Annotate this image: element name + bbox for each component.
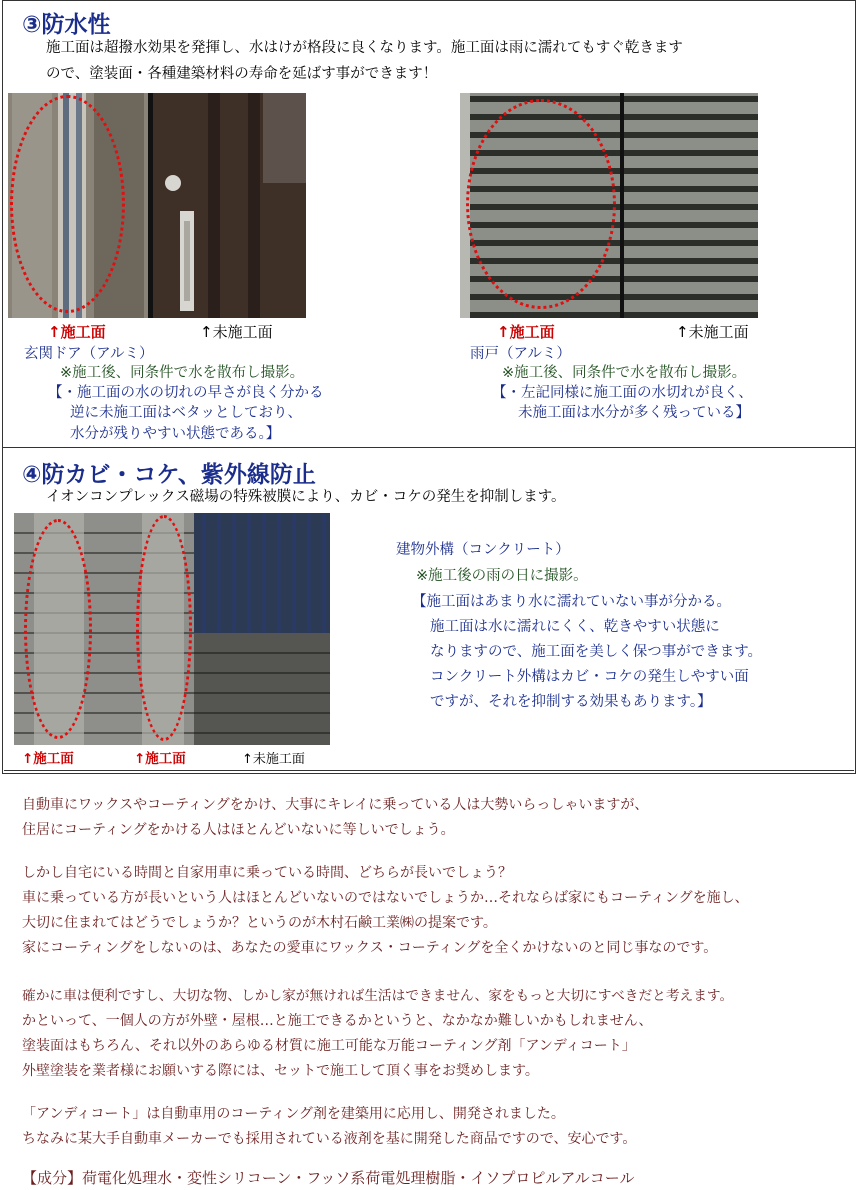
- door-untreated-label: ↑未施工面: [200, 323, 273, 341]
- shutter-treated-oval: [466, 99, 616, 309]
- shutter-treated-label: ↑施工面: [497, 323, 555, 341]
- door-note: ※施工後、同条件で水を散布し撮影。: [60, 365, 305, 381]
- shutter-note: ※施工後、同条件で水を散布し撮影。: [502, 365, 747, 381]
- concrete-comment-line3: なりますので、施工面を美しく保つ事ができます。: [430, 644, 763, 660]
- body-p3-line3: 塗装面はもちろん、それ以外のあらゆる材質に施工可能な万能コーティング剤「アンディコート」: [22, 1038, 636, 1054]
- concrete-comment-line1: 【施工面はあまり水に濡れていない事が分かる。: [412, 594, 731, 610]
- concrete-treated-label-2: ↑施工面: [134, 751, 186, 767]
- body-p3-line1: 確かに車は便利ですし、大切な物、しかし家が無ければ生活はできません、家をもっと大切にすべきだと考えます。: [22, 988, 734, 1004]
- ingredients-line: 【成分】荷電化処理水・変性シリコーン・フッソ系荷電処理樹脂・イソプロピルアルコール: [22, 1169, 635, 1187]
- concrete-comment-line5: ですが、それを抑制する効果もあります。】: [430, 694, 712, 710]
- body-p3-line4: 外壁塗装を業者様にお願いする際には、セットで施工して頂く事をお奨めします。: [22, 1063, 539, 1079]
- section3-intro-line1: 施工面は超撥水効果を発揮し、水はけが格段に良くなります。施工面は雨に濡れてもすぐ乾きます: [46, 40, 683, 56]
- body-p1-line1: 自動車にワックスやコーティングをかけ、大事にキレイに乗っている人は大勢いらっしゃいますが、: [22, 797, 649, 813]
- body-p2-line4: 家にコーティングをしないのは、あなたの愛車にワックス・コーティングを全くかけないのと同じ事なのです。: [22, 940, 718, 956]
- section4-intro: イオンコンプレックス磁場の特殊被膜により、カビ・コケの発生を抑制します。: [46, 489, 566, 505]
- concrete-treated-oval-2: [136, 515, 192, 741]
- concrete-treated-oval-1: [24, 519, 92, 739]
- shutter-untreated-label: ↑未施工面: [676, 323, 749, 341]
- door-subject: 玄関ドア（アルミ）: [24, 346, 154, 362]
- section3-title: ③防水性: [22, 12, 111, 38]
- body-p2-line2: 車に乗っている方が長いという人はほとんどいないのではないでしょうか…それならば家にもコーティングを施し、: [22, 890, 749, 906]
- concrete-photo: [14, 513, 330, 745]
- body-p2-line3: 大切に住まれてはどうでしょうか？というのが木村石鹸工業㈱の提案です。: [22, 915, 497, 931]
- body-p2-line1: しかし自宅にいる時間と自家用車に乗っている時間、どちらが長いでしょう？: [22, 865, 512, 881]
- concrete-untreated-label: ↑未施工面: [242, 752, 305, 767]
- concrete-subject: 建物外構（コンクリート）: [396, 542, 570, 558]
- concrete-comment-line2: 施工面は水に濡れにくく、乾きやすい状態に: [430, 619, 720, 635]
- shutter-photo: [460, 93, 758, 318]
- door-comment-line2: 逆に未施工面はベタッとしており、: [70, 405, 302, 421]
- door-treated-label: ↑施工面: [48, 323, 106, 341]
- shutter-subject: 雨戸（アルミ）: [470, 346, 571, 362]
- door-comment-line1: 【・施工面の水の切れの早さが良く分かる: [48, 385, 324, 401]
- section4-title: ④防カビ・コケ、紫外線防止: [22, 462, 316, 488]
- door-comment-line3: 水分が残りやすい状態である。】: [70, 426, 281, 442]
- shutter-comment-line1: 【・左記同様に施工面の水切れが良く、: [492, 385, 753, 401]
- concrete-note: ※施工後の雨の日に撮影。: [416, 568, 588, 584]
- door-treated-oval: [10, 95, 125, 313]
- body-p3-line2: かといって、一個人の方が外壁・屋根…と施工できるかというと、なかなか難しいかもしれません、: [22, 1013, 653, 1029]
- concrete-treated-label-1: ↑施工面: [22, 751, 74, 767]
- body-p1-line2: 住居にコーティングをかける人はほとんどいないに等しいでしょう。: [22, 822, 455, 838]
- shutter-comment-line2: 未施工面は水分が多く残っている】: [518, 405, 750, 421]
- door-photo: [8, 93, 306, 318]
- body-p4-line2: ちなみに某大手自動車メーカーでも採用されている液剤を基に開発した商品ですので、安心です。: [22, 1131, 637, 1147]
- body-p4-line1: 「アンディコート」は自動車用のコーティング剤を建築用に応用し、開発されました。: [22, 1106, 565, 1122]
- concrete-comment-line4: コンクリート外構はカビ・コケの発生しやすい面: [430, 669, 749, 685]
- frame-double-line: [4, 770, 854, 773]
- section3-intro-line2: ので、塗装面・各種建築材料の寿命を延ばす事ができます！: [46, 66, 438, 82]
